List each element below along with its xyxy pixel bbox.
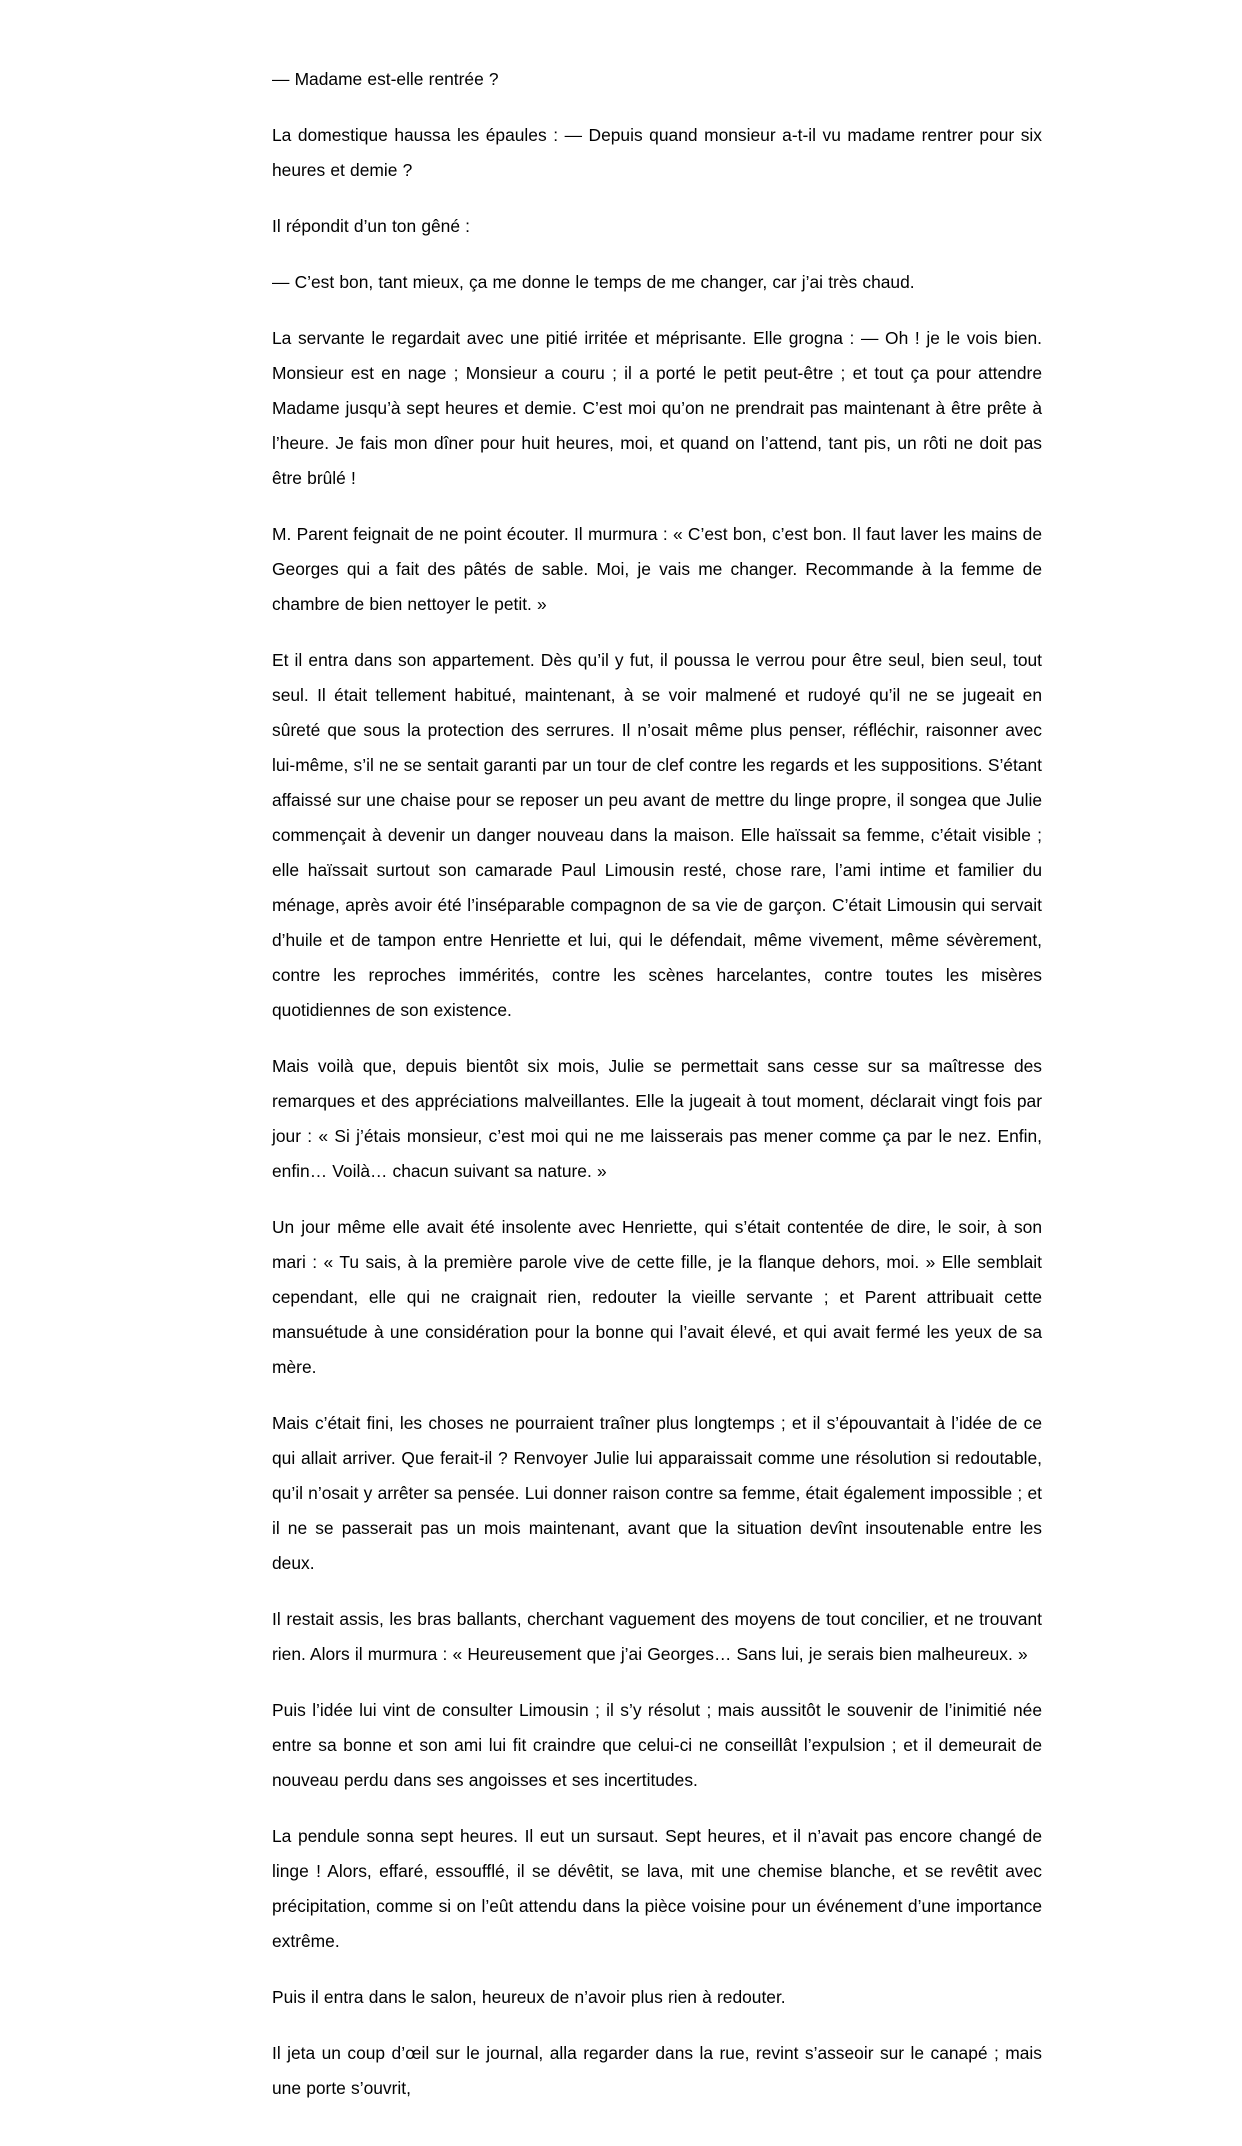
- paragraph: Et il entra dans son appartement. Dès qu’il y fut, il poussa le verrou pour être seul, bien seul, tout seul. Il était tellement habitué, maintenant, à se voir malmené et rudoyé qu’il ne se jugeait en sûreté que sous la protection des serrures. Il n’osait même plus penser, réfléchir, raisonner avec lui-même, s’il ne se sentait garanti par un tour de clef contre les regards et les suppositions. S’étant affaissé sur une chaise pour se reposer un peu avant de mettre du linge propre, il songea que Julie commençait à devenir un danger nouveau dans la maison. Elle haïssait sa femme, c’était visible ; elle haïssait surtout son camarade Paul Limousin resté, chose rare, l’ami intime et familier du ménage, après avoir été l’inséparable compagnon de sa vie de garçon. C’était Limousin qui servait d’huile et de tampon entre Henriette et lui, qui le défendait, même vivement, même sévèrement, contre les reproches immérités, contre les scènes harcelantes, contre toutes les misères quotidiennes de son existence.: [272, 650, 1042, 1020]
- paragraph: Il restait assis, les bras ballants, cherchant vaguement des moyens de tout concilier, et ne trouvant rien. Alors il murmura : « Heureusement que j’ai Georges… Sans lui, je serais bien malheureux. »: [272, 1609, 1042, 1664]
- paragraph: Il jeta un coup d’œil sur le journal, alla regarder dans la rue, revint s’asseoir sur le canapé ; mais une porte s’ouvrit,: [272, 2043, 1042, 2098]
- paragraph: La domestique haussa les épaules : — Depuis quand monsieur a-t-il vu madame rentrer pour six heures et demie ?: [272, 125, 1042, 180]
- paragraph: Un jour même elle avait été insolente avec Henriette, qui s’était contentée de dire, le soir, à son mari : « Tu sais, à la première parole vive de cette fille, je la flanque dehors, moi. » Elle semblait cependant, elle qui ne craignait rien, redouter la vieille servante ; et Parent attribuait cette mansuétude à une considération pour la bonne qui l’avait élevé, et qui avait fermé les yeux de sa mère.: [272, 1217, 1042, 1377]
- paragraph: Mais voilà que, depuis bientôt six mois, Julie se permettait sans cesse sur sa maîtresse des remarques et des appréciations malveillantes. Elle la jugeait à tout moment, déclarait vingt fois par jour : « Si j’étais monsieur, c’est moi qui ne me laisserais pas mener comme ça par le nez. Enfin, enfin… Voilà… chacun suivant sa nature. »: [272, 1056, 1042, 1181]
- paragraph: Mais c’était fini, les choses ne pourraient traîner plus longtemps ; et il s’épouvantait à l’idée de ce qui allait arriver. Que ferait-il ? Renvoyer Julie lui apparaissait comme une résolution si redoutable, qu’il n’osait y arrêter sa pensée. Lui donner raison contre sa femme, était également impossible ; et il ne se passerait pas un mois maintenant, avant que la situation devînt insoutenable entre les deux.: [272, 1413, 1042, 1573]
- paragraph: — C’est bon, tant mieux, ça me donne le temps de me changer, car j’ai très chaud.: [272, 272, 915, 292]
- paragraph: La servante le regardait avec une pitié irritée et méprisante. Elle grogna : — Oh ! je le vois bien. Monsieur est en nage ; Monsieur a couru ; il a porté le petit peut-être ; et tout ça pour attendre Madame jusqu’à sept heures et demie. C’est moi qu’on ne prendrait pas maintenant à être prête à l’heure. Je fais mon dîner pour huit heures, moi, et quand on l’attend, tant pis, un rôti ne doit pas être brûlé !: [272, 328, 1042, 488]
- paragraph: — Madame est-elle rentrée ?: [272, 69, 499, 89]
- paragraph: M. Parent feignait de ne point écouter. Il murmura : « C’est bon, c’est bon. Il faut laver les mains de Georges qui a fait des pâtés de sable. Moi, je vais me changer. Recommande à la femme de chambre de bien nettoyer le petit. »: [272, 524, 1042, 614]
- document-body: [272, 62, 1042, 2106]
- paragraph: Puis il entra dans le salon, heureux de n’avoir plus rien à redouter.: [272, 1987, 786, 2007]
- paragraph: La pendule sonna sept heures. Il eut un sursaut. Sept heures, et il n’avait pas encore changé de linge ! Alors, effaré, essoufflé, il se dévêtit, se lava, mit une chemise blanche, et se revêtit avec précipitation, comme si on l’eût attendu dans la pièce voisine pour un événement d’une importance extrême.: [272, 1826, 1042, 1951]
- paragraph: Puis l’idée lui vint de consulter Limousin ; il s’y résolut ; mais aussitôt le souvenir de l’inimitié née entre sa bonne et son ami lui fit craindre que celui-ci ne conseillât l’expulsion ; et il demeurait de nouveau perdu dans ses angoisses et ses incertitudes.: [272, 1700, 1042, 1790]
- paragraph: Il répondit d’un ton gêné :: [272, 216, 471, 236]
